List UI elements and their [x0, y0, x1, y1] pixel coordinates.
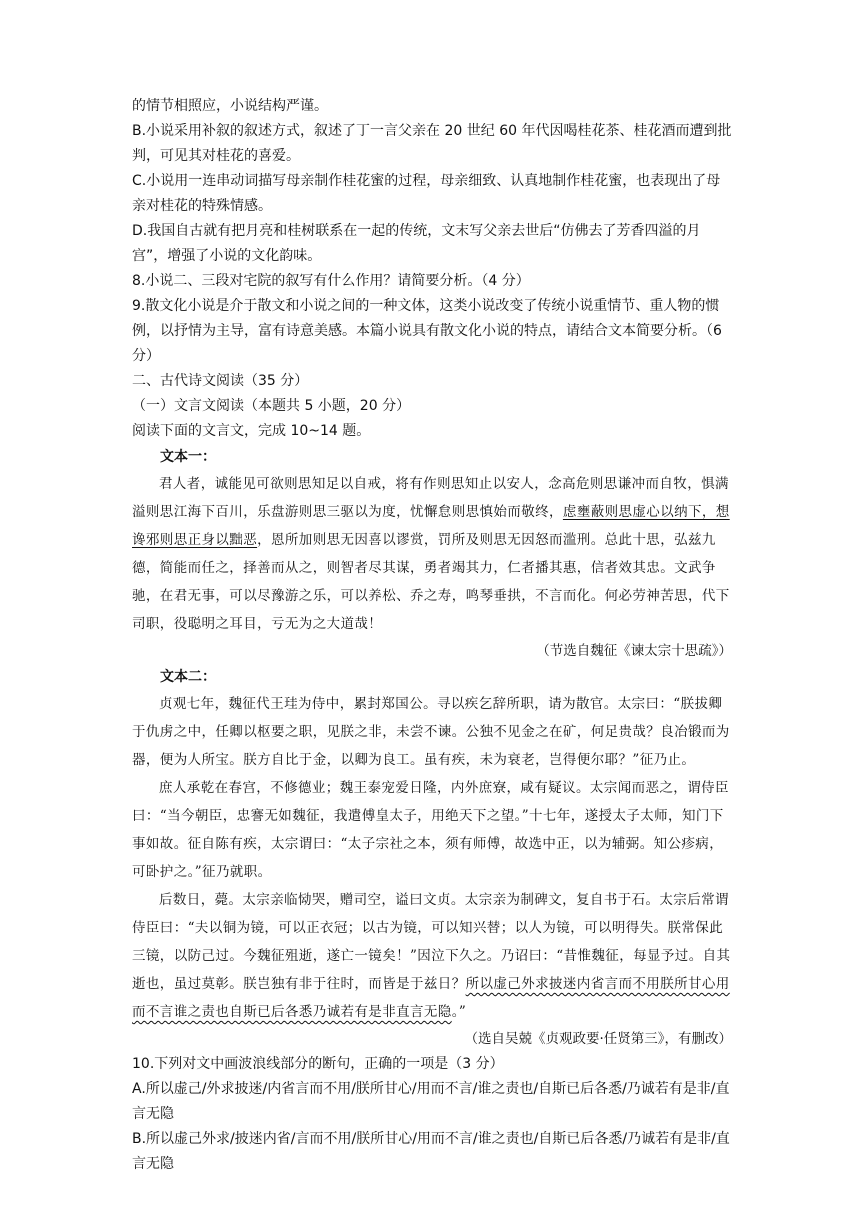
option-a-continuation: 的情节相照应，小说结构严谨。 — [132, 98, 328, 114]
text-one-part2: ，恩所加则思无因喜以谬赏，罚所及则思无因怒而滥刑。总此十思，弘兹九德，简能而任之，择善而从之，则智者尽其谋，勇者竭其力，仁者播其惠，信者效其忠。文武争驰，在君无事，可以尽豫游之乐，可以养松、乔之寿，鸣琴垂拱，不言而化。何必劳神苦思，代下司职，役聪明之耳目，亏无为之大道哉！ — [132, 532, 730, 632]
text-one-body — [132, 470, 732, 638]
question-block-7-options — [132, 94, 732, 444]
question-8: 8.小说二、三段对宅院的叙写有什么作用？请简要分析。（4 分） — [132, 273, 530, 289]
question-10-option-b: B.所以虚己外求/披迷内省/言而不用/朕所甘心/用而不言/谁之责也/自斯已后各悉/乃诚若有是非/直言无隐 — [132, 1131, 730, 1172]
question-10-option-a: A.所以虚己/外求披迷/内省言而不用/朕所甘心/用而不言/谁之责也/自斯已后各悉/乃诚若有是非/直言无隐 — [132, 1081, 730, 1122]
reading-instruction: 阅读下面的文言文，完成 10~14 题。 — [132, 423, 371, 439]
text-one-paragraph — [132, 470, 732, 638]
question-9: 9.散文化小说是介于散文和小说之间的一种文体，这类小说改变了传统小说重情节、重人物的惯例，以抒情为主导，富有诗意美感。本篇小说具有散文化小说的特点，请结合文本简要分析。（6 分） — [132, 298, 722, 364]
text-one-source: （节选自魏征《谏太宗十思疏》） — [536, 643, 732, 659]
text-two-para3-part1: 后数日，薨。太宗亲临恸哭，赠司空，谥曰文贞。太宗亲为制碑文，复自书于石。太宗后常谓侍臣曰：“夫以铜为镜，可以正衣冠；以古为镜，可以知兴替；以人为镜，可以明得失。朕常保此三镜，以防己过。今魏征殂逝，遂亡一镜矣！”因泣下久之。乃诏曰：“昔惟魏征，每显予过。自其逝也，虽过莫彰。朕岂独有非于往时，而皆是于兹日？ — [132, 892, 731, 992]
option-d: D.我国自古就有把月亮和桂树联系在一起的传统，文末写父亲去世后“仿佛去了芳香四溢的月宫”，增强了小说的文化韵味。 — [132, 223, 701, 264]
option-c: C.小说用一连串动词描写母亲制作桂花蜜的过程，母亲细致、认真地制作桂花蜜，也表现出了母亲对桂花的特殊情感。 — [132, 173, 721, 214]
section-heading-ancient-poetry: 二、古代诗文阅读（35 分） — [132, 373, 309, 389]
text-two-label: 文本二： — [160, 669, 216, 685]
text-two-paragraph-1: 贞观七年，魏征代王珪为侍中，累封郑国公。寻以疾乞辞所职，请为散官。太宗曰：“朕拔卿于仇虏之中，任卿以枢要之职，见朕之非，未尝不谏。公独不见金之在矿，何足贵哉？良冶锻而为器，便为人所宝。朕方自比于金，以卿为良工。虽有疾，未为衰老，岂得便尔耶？”征乃止。 — [132, 696, 730, 768]
text-two-wavy-underlined: 所以虚己外求披迷内省言而不用朕所甘心用而不言谁之责也自斯已后各悉乃诚若有是非直言无隐 — [132, 976, 730, 1020]
text-one-underlined: 虑壅蔽则思虚心以纳下，想谗邪则思正身以黜恶 — [132, 504, 730, 548]
subsection-heading-classical-prose: （一）文言文阅读（本题共 5 小题，20 分） — [132, 398, 411, 414]
text-two-body — [132, 690, 732, 1026]
text-two-paragraph-2: 庶人承乾在春宫，不修德业；魏王泰宠爱日隆，内外庶寮，咸有疑议。太宗闻而恶之，谓侍臣曰：“当今朝臣，忠謇无如魏征，我遣傅皇太子，用绝天下之望。”十七年，遂授太子太师，知门下事如故。征自陈有疾，太宗谓曰：“太子宗社之本，须有师傅，故选中正，以为辅弼。知公疹病，可卧护之。”征乃就职。 — [132, 780, 729, 880]
question-10: 10.下列对文中画波浪线部分的断句，正确的一项是（3 分） — [132, 1056, 504, 1072]
text-two-source: （选自吴兢《贞观政要·任贤第三》，有删改） — [464, 1031, 732, 1047]
question-block-10 — [132, 1052, 732, 1177]
text-two-para3-part2: 。” — [451, 1004, 467, 1020]
option-b: B.小说采用补叙的叙述方式，叙述了丁一言父亲在 20 世纪 60 年代因喝桂花茶、桂花酒而遭到批判，可见其对桂花的喜爱。 — [132, 123, 732, 164]
text-one-label: 文本一： — [160, 449, 216, 465]
text-two-paragraph-3 — [132, 886, 732, 1026]
text-one-part1: 君人者，诚能见可欲则思知足以自戒，将有作则思知止以安人，念高危则思谦冲而自牧，惧满溢则思江海下百川，乐盘游则思三驱以为度，忧懈怠则思慎始而敬终， — [132, 476, 729, 520]
